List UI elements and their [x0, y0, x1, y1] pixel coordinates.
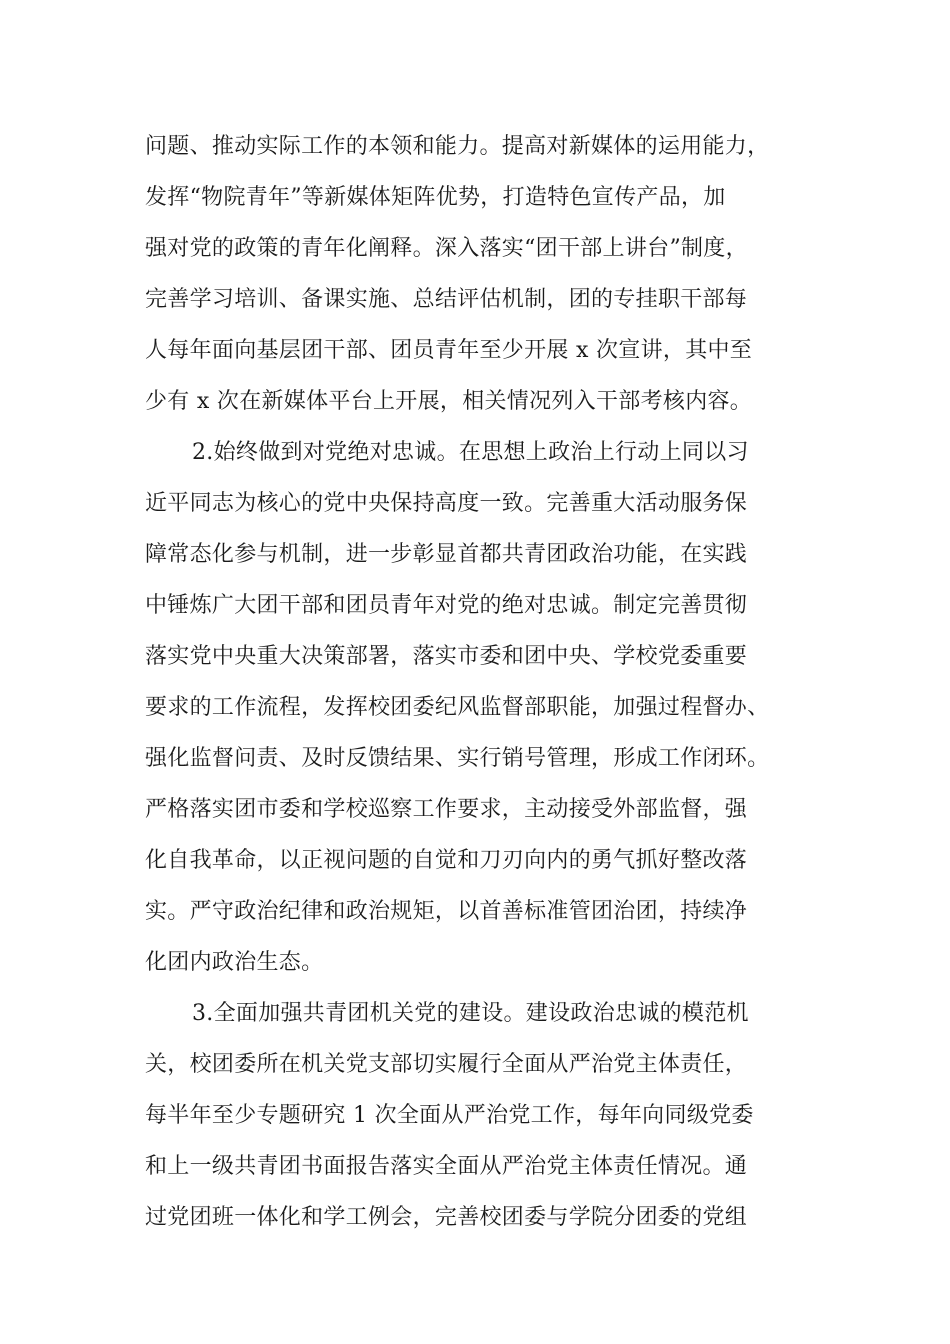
text-line: 和上一级共青团书面报告落实全面从严治党主体责任情况。通: [145, 1154, 748, 1179]
text-line: 每半年至少专题研究 1 次全面从严治党工作，每年向同级党委: [145, 1103, 754, 1128]
text-line: 关，校团委所在机关党支部切实履行全面从严治党主体责任，: [145, 1052, 748, 1077]
text-line: 障常态化参与机制，进一步彰显首都共青团政治功能，在实践: [145, 542, 748, 567]
text-line: 问题、推动实际工作的本领和能力。提高对新媒体的运用能力，: [145, 134, 770, 159]
text-line: 化团内政治生态。: [145, 950, 324, 975]
text-line: 中锤炼广大团干部和团员青年对党的绝对忠诚。制定完善贯彻: [145, 593, 748, 618]
text-line: 近平同志为核心的党中央保持高度一致。完善重大活动服务保: [145, 491, 748, 516]
text-line: 要求的工作流程，发挥校团委纪风监督部职能，加强过程督办、: [145, 695, 770, 720]
text-line: 实。严守政治纪律和政治规矩，以首善标准管团治团，持续净: [145, 899, 748, 924]
text-line: 发挥“物院青年”等新媒体矩阵优势，打造特色宣传产品，加: [145, 185, 726, 210]
text-line: 少有 x 次在新媒体平台上开展，相关情况列入干部考核内容。: [145, 389, 753, 414]
paragraph-2-first-line: 2.始终做到对党绝对忠诚。在思想上政治上行动上同以习: [192, 440, 749, 465]
text-line: 完善学习培训、备课实施、总结评估机制，团的专挂职干部每: [145, 287, 748, 312]
text-line: 严格落实团市委和学校巡察工作要求，主动接受外部监督，强: [145, 797, 748, 822]
text-line: 落实党中央重大决策部署，落实市委和团中央、学校党委重要: [145, 644, 748, 669]
text-line: 强对党的政策的青年化阐释。深入落实“团干部上讲台”制度，: [145, 236, 748, 261]
text-line: 人每年面向基层团干部、团员青年至少开展 x 次宣讲，其中至: [145, 338, 753, 363]
text-line: 化自我革命，以正视问题的自觉和刀刃向内的勇气抓好整改落: [145, 848, 748, 873]
text-line: 强化监督问责、及时反馈结果、实行销号管理，形成工作闭环。: [145, 746, 770, 771]
paragraph-3-first-line: 3.全面加强共青团机关党的建设。建设政治忠诚的模范机: [192, 1001, 749, 1026]
text-line: 过党团班一体化和学工例会，完善校团委与学院分团委的党组: [145, 1205, 748, 1230]
